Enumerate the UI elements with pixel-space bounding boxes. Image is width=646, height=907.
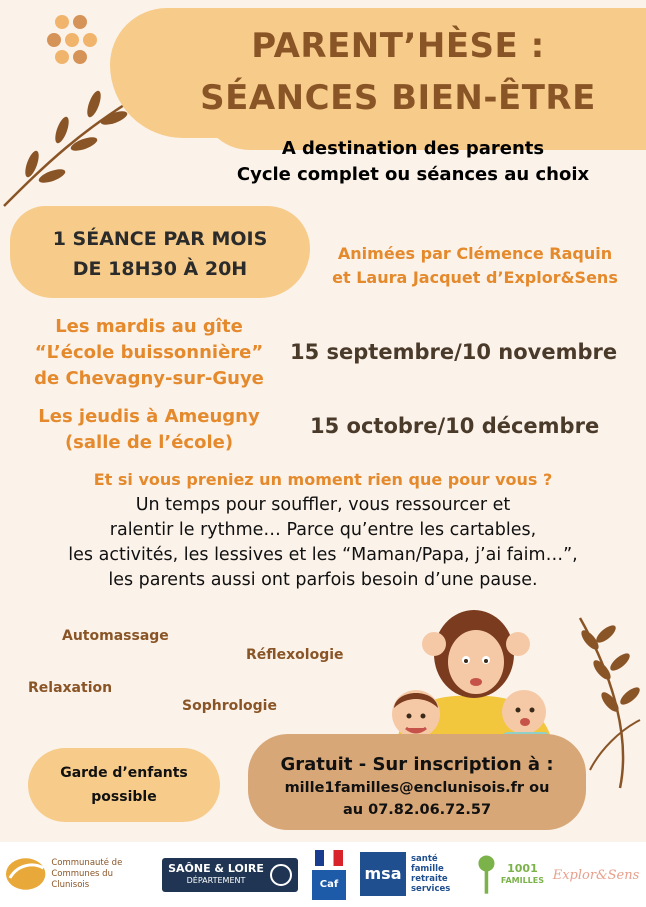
subtitle-line2: Cycle complet ou séances au choix: [236, 164, 590, 185]
pitch-question: Et si vous preniez un moment rien que pour vous ?: [93, 470, 553, 489]
registration-heading: Gratuit - Sur inscription à :: [280, 754, 554, 775]
pitch-line2: ralentir le rythme… Parce qu’entre les cartables,: [109, 520, 537, 540]
logo6-text: Explor&Sens: [552, 867, 640, 883]
subtitle-line1: A destination des parents: [281, 138, 545, 159]
session1-place-line2: “L’école buissonnière”: [34, 342, 264, 363]
activity-relaxation: Relaxation: [28, 680, 113, 696]
logo2-line1: SAÔNE & LOIRE: [168, 862, 264, 875]
schedule-background-blob: [10, 206, 310, 298]
session1-dates: 15 septembre/10 novembre: [290, 340, 618, 364]
logo4-mark: msa: [360, 852, 406, 896]
logo3-text: Caf: [312, 870, 346, 900]
childcare-box: [28, 748, 220, 822]
logo-caf: [308, 846, 350, 904]
logo-saone-loire: [162, 858, 298, 892]
clunisois-logo-icon: [4, 854, 47, 894]
logo-communaute-clunisois: [4, 854, 152, 894]
session1-place-line1: Les mardis au gîte: [55, 316, 243, 337]
tree-people-icon: [474, 852, 499, 898]
session2-place-line1: Les jeudis à Ameugny: [38, 406, 260, 427]
stressed-parent-illustration: [376, 604, 566, 754]
pitch-line3: les activités, les lessives et les “Maman/Papa, j’ai faim…”,: [68, 545, 578, 565]
logo5-line2: FAMILLES: [500, 876, 544, 885]
partner-logos-footer: [0, 842, 646, 907]
logo2-line2: DÉPARTEMENT: [186, 876, 246, 885]
session1-place-line3: de Chevagny-sur-Guye: [34, 368, 264, 389]
activity-reflexologie: Réflexologie: [246, 647, 344, 663]
activity-sophrologie: Sophrologie: [182, 698, 277, 714]
childcare-line2: possible: [91, 789, 157, 805]
logo-explor-sens: [550, 850, 642, 900]
pitch-line4: les parents aussi ont parfois besoin d’une pause.: [108, 570, 538, 590]
logo1-line1: Communauté de: [51, 857, 123, 868]
logo-msa: [360, 852, 466, 896]
saone-loire-emblem-icon: [270, 864, 292, 886]
registration-phone[interactable]: au 07.82.06.72.57: [342, 802, 492, 818]
page-title-line2: SÉANCES BIEN-ÊTRE: [200, 78, 596, 118]
childcare-line1: Garde d’enfants: [60, 765, 188, 781]
page-title-line1: PARENT’HÈSE :: [251, 26, 545, 66]
schedule-line1: 1 SÉANCE PAR MOIS: [52, 228, 268, 250]
hosts-line2: et Laura Jacquet d’Explor&Sens: [332, 268, 618, 287]
logo-1001-familles: [474, 848, 544, 902]
pitch-line1: Un temps pour souffler, vous ressourcer et: [135, 495, 511, 515]
decorative-dots: [40, 14, 110, 64]
session2-dates: 15 octobre/10 décembre: [310, 414, 600, 438]
logo4-line4: services: [411, 884, 451, 894]
logo4-line2: famille: [411, 864, 444, 874]
republique-francaise-icon: [315, 850, 343, 866]
schedule-line2: DE 18H30 À 20H: [72, 258, 248, 280]
registration-email[interactable]: mille1familles@enclunisois.fr ou: [284, 780, 550, 796]
activity-automassage: Automassage: [62, 628, 169, 644]
session2-place-line2: (salle de l’école): [64, 432, 234, 453]
hosts-line1: Animées par Clémence Raquin: [337, 244, 613, 263]
logo4-line3: retraite: [411, 874, 448, 884]
logo5-line1: 1001: [507, 862, 538, 875]
logo1-line2: Communes du Clunisois: [51, 868, 113, 890]
logo4-line1: santé: [411, 854, 438, 864]
